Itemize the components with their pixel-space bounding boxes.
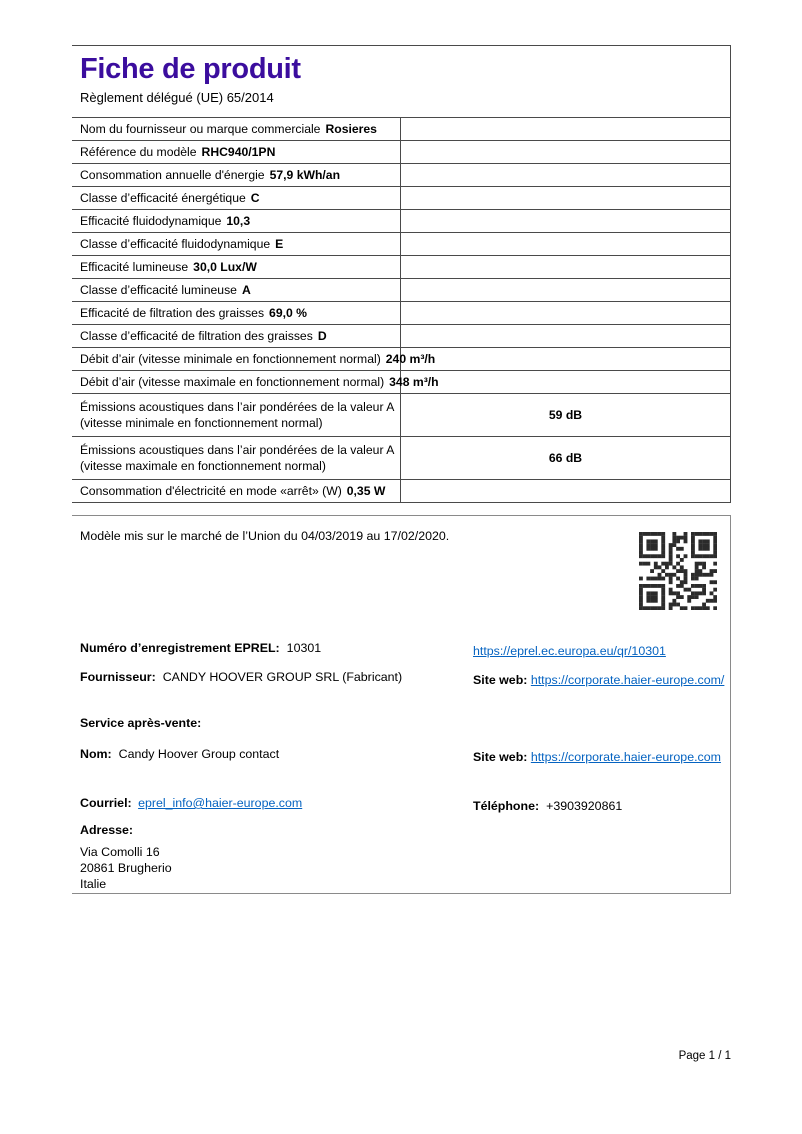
row-label-cell (72, 399, 400, 431)
table-row (72, 302, 730, 325)
table-row (72, 118, 730, 141)
address-line: Via Comolli 16 (80, 845, 160, 859)
row-label-cell (72, 237, 400, 251)
row-label: Classe d’efficacité de filtration des graisses (80, 329, 313, 343)
supplier-value: CANDY HOOVER GROUP SRL (Fabricant) (162, 670, 403, 684)
table-row (72, 437, 730, 480)
table-row (72, 394, 730, 437)
row-label: Consommation annuelle d'énergie (80, 168, 265, 182)
row-right-cell (400, 325, 730, 347)
row-right-value: 66 dB (548, 451, 583, 465)
row-right-cell (400, 187, 730, 209)
email-row (80, 796, 302, 810)
table-row (72, 256, 730, 279)
row-label-cell (72, 329, 400, 343)
eprel-link[interactable]: https://eprel.ec.europa.eu/qr/10301 (473, 644, 666, 658)
site-web-label: Site web: (473, 750, 528, 764)
name-label: Nom: (80, 747, 112, 761)
row-label-cell (72, 145, 400, 159)
row-label: Consommation d'électricité en mode «arrêt» (W) (80, 484, 342, 498)
row-right-cell (400, 141, 730, 163)
supplier-row (80, 670, 402, 684)
row-label: Référence du modèle (80, 145, 197, 159)
title-block (72, 45, 731, 118)
row-label-cell (72, 442, 400, 474)
row-value: 57,9 kWh/an (269, 168, 341, 182)
row-label: Classe d’efficacité lumineuse (80, 283, 237, 297)
table-row (72, 233, 730, 256)
supplier-label: Fournisseur: (80, 670, 156, 684)
site-web-label: Site web: (473, 673, 528, 687)
row-right-cell (400, 394, 730, 436)
table-row (72, 279, 730, 302)
row-label-cell (72, 168, 400, 182)
row-right-cell (400, 348, 730, 370)
row-label: Émissions acoustiques dans l’air pondérées de la valeur A (80, 443, 395, 457)
row-right-cell (400, 437, 730, 479)
table-row (72, 371, 730, 394)
qr-code (639, 532, 717, 610)
row-right-cell (400, 210, 730, 232)
table-row (72, 187, 730, 210)
document-content (72, 45, 731, 894)
row-value: D (317, 329, 327, 343)
service-name-row (80, 747, 279, 761)
row-right-cell (400, 371, 730, 393)
supplier-website-link[interactable]: https://corporate.haier-europe.com/ (530, 673, 725, 687)
row-right-cell (400, 279, 730, 301)
row-value: A (241, 283, 251, 297)
row-label: Émissions acoustiques dans l’air pondérées de la valeur A (80, 400, 395, 414)
after-sales-heading: Service après-vente: (80, 716, 202, 730)
row-value: RHC940/1PN (201, 145, 276, 159)
table-row (72, 480, 730, 503)
service-website-row (473, 747, 731, 767)
row-value: 348 m³/h (389, 375, 439, 389)
row-label: Efficacité lumineuse (80, 260, 189, 274)
page-title: Fiche de produit (80, 53, 301, 85)
eprel-link-wrap (473, 641, 731, 661)
name-value: Candy Hoover Group contact (118, 747, 280, 761)
row-right-cell (400, 118, 730, 140)
table-row (72, 348, 730, 371)
row-label-line2: (vitesse minimale en fonctionnement normal) (80, 416, 323, 430)
table-row (72, 164, 730, 187)
row-label: Efficacité fluidodynamique (80, 214, 222, 228)
address-line: 20861 Brugherio (80, 861, 172, 875)
row-label-cell (72, 283, 400, 297)
table-row (72, 325, 730, 348)
row-label-cell (72, 484, 400, 498)
row-right-cell (400, 233, 730, 255)
eprel-value: 10301 (286, 641, 322, 655)
row-right-cell (400, 480, 730, 502)
row-label: Efficacité de filtration des graisses (80, 306, 265, 320)
row-value: 10,3 (226, 214, 251, 228)
row-label: Classe d’efficacité énergétique (80, 191, 246, 205)
row-label: Débit d’air (vitesse minimale en fonctionnement normal) (80, 352, 381, 366)
row-label-cell (72, 260, 400, 274)
row-label-cell (72, 306, 400, 320)
supplier-info-box (72, 515, 731, 894)
eprel-registration (80, 641, 321, 655)
row-label-cell (72, 214, 400, 228)
address-line: Italie (80, 877, 107, 891)
phone-row (473, 796, 731, 816)
regulation-subtitle: Règlement délégué (UE) 65/2014 (80, 90, 274, 105)
row-label-cell (72, 352, 436, 366)
row-right-cell (400, 302, 730, 324)
phone-label: Téléphone: (473, 799, 540, 813)
email-label: Courriel: (80, 796, 132, 810)
phone-value: +3903920861 (546, 799, 623, 813)
product-spec-table (72, 118, 731, 503)
row-value: Rosieres (325, 122, 377, 136)
row-right-cell (400, 256, 730, 278)
row-label-cell (72, 191, 400, 205)
row-label-cell (72, 375, 439, 389)
row-label: Nom du fournisseur ou marque commerciale (80, 122, 321, 136)
email-link[interactable]: eprel_info@haier-europe.com (138, 796, 303, 810)
row-value: 30,0 Lux/W (193, 260, 257, 274)
row-value: 240 m³/h (385, 352, 436, 366)
table-row (72, 141, 730, 164)
page-number: Page 1 / 1 (678, 1050, 731, 1062)
service-website-link[interactable]: https://corporate.haier-europe.com (530, 750, 721, 764)
row-label-cell (72, 122, 400, 136)
row-value: C (250, 191, 260, 205)
market-statement: Modèle mis sur le marché de l’Union du 04/03/2019 au 17/02/2020. (80, 529, 450, 543)
address-heading: Adresse: (80, 823, 134, 837)
row-right-value: 59 dB (548, 408, 583, 422)
row-label: Débit d’air (vitesse maximale en fonctionnement normal) (80, 375, 385, 389)
row-value: 0,35 W (346, 484, 386, 498)
supplier-website-row (473, 670, 731, 690)
row-right-cell (400, 164, 730, 186)
eprel-label: Numéro d’enregistrement EPREL: (80, 641, 280, 655)
row-label: Classe d’efficacité fluidodynamique (80, 237, 271, 251)
row-label-line2: (vitesse maximale en fonctionnement normal) (80, 459, 326, 473)
table-row (72, 210, 730, 233)
row-value: E (275, 237, 284, 251)
row-value: 69,0 % (269, 306, 307, 320)
